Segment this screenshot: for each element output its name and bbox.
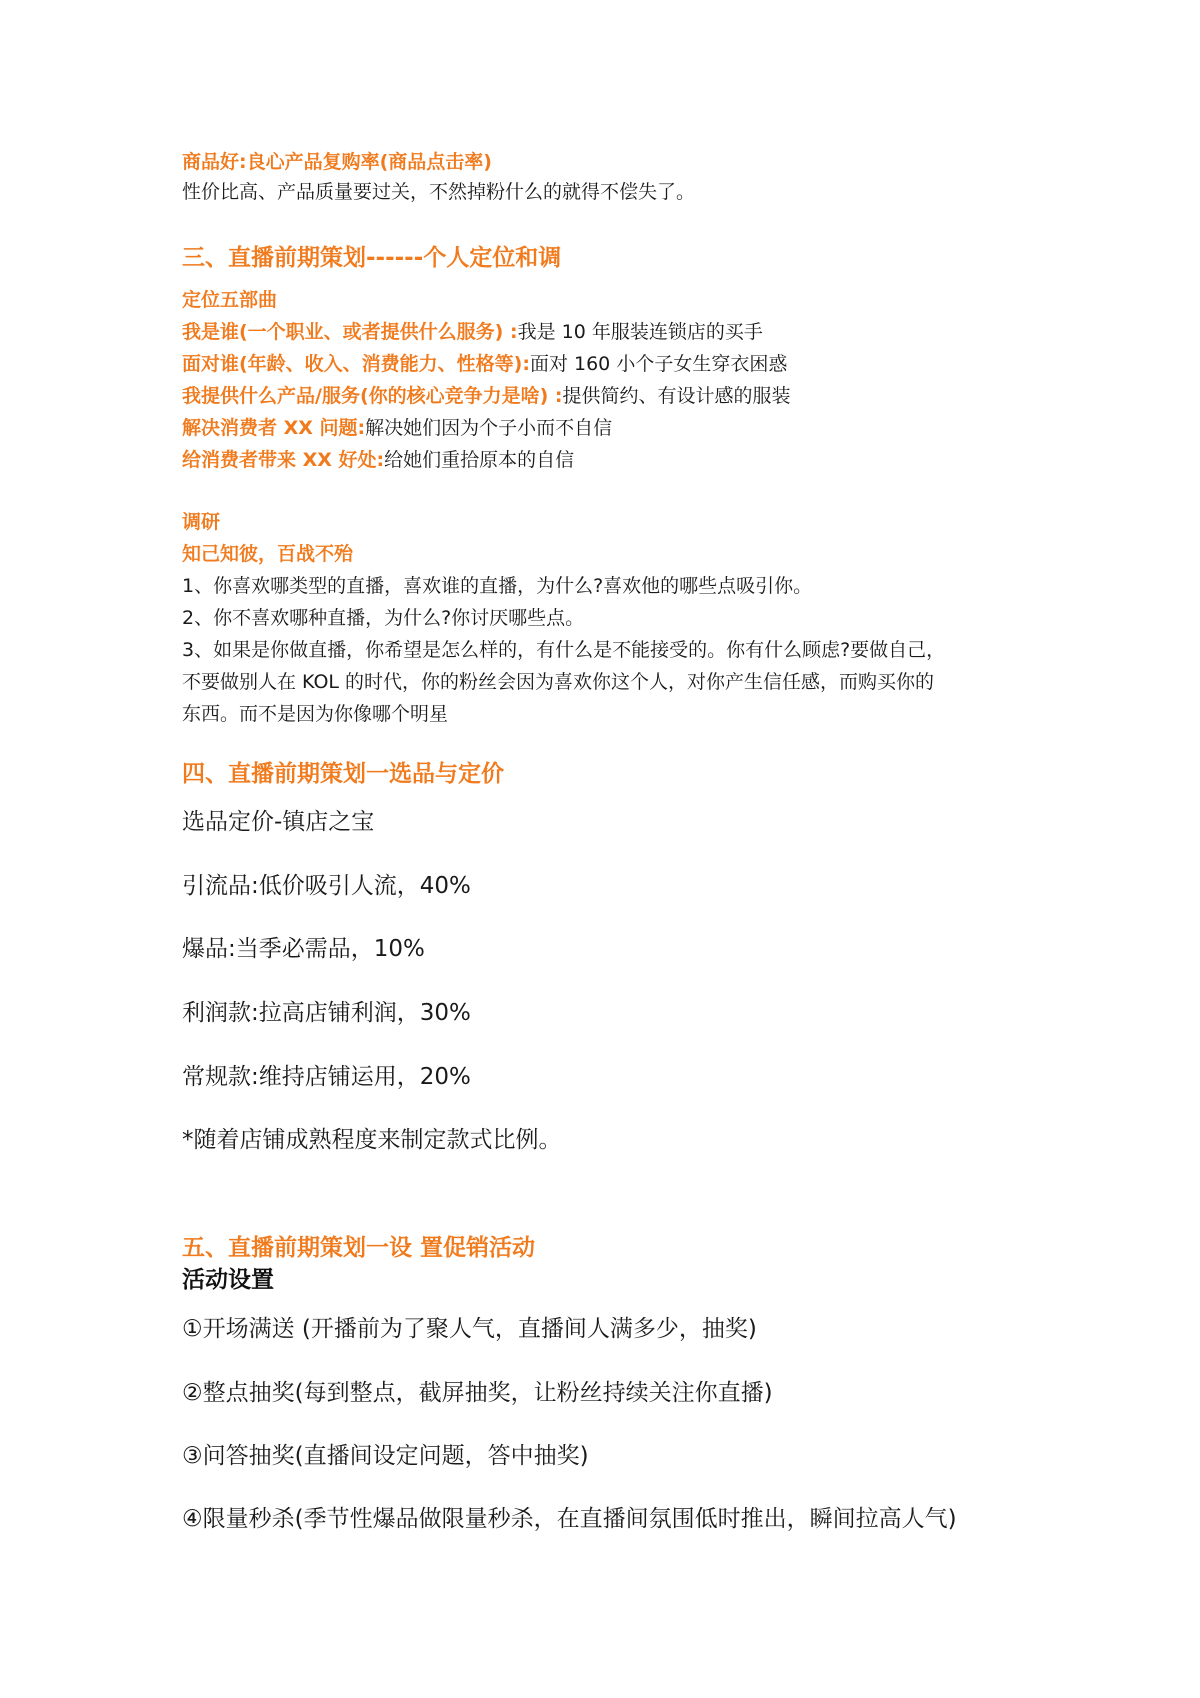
positioning-item <box>182 350 787 378</box>
research-question: 2、你不喜欢哪种直播，为什么?你讨厌哪些点。 <box>182 607 585 629</box>
positioning-item-text: 面对 160 小个子女生穿衣困惑 <box>529 353 788 375</box>
pricing-line: 引流品:低价吸引人流，40% <box>182 873 471 899</box>
pricing-line: 爆品:当季必需品，10% <box>182 936 425 962</box>
research-question: 3、如果是你做直播，你希望是怎么样的，有什么是不能接受的。你有什么顾虑?要做自己， <box>182 639 946 661</box>
pricing-line: 选品定价-镇店之宝 <box>182 809 375 835</box>
research-question: 不要做别人在 KOL 的时代，你的粉丝会因为喜欢你这个人，对你产生信任感，而购买你的 <box>182 671 935 693</box>
section-4-heading: 四、直播前期策划一选品与定价 <box>182 761 504 787</box>
positioning-item <box>182 446 574 474</box>
pricing-note: *随着店铺成熟程度来制定款式比例。 <box>182 1127 562 1153</box>
research-question: 1、你喜欢哪类型的直播，喜欢谁的直播，为什么?喜欢他的哪些点吸引你。 <box>182 575 813 597</box>
positioning-subheading: 定位五部曲 <box>182 289 278 311</box>
positioning-item <box>182 414 612 442</box>
positioning-item <box>182 318 763 346</box>
positioning-item-text: 给她们重拾原本的自信 <box>384 449 575 471</box>
section-5-heading: 五、直播前期策划一设 置促销活动 <box>182 1235 536 1261</box>
positioning-item-label: 我提供什么产品/服务(你的核心竞争力是啥) : <box>182 385 563 407</box>
positioning-item-label: 面对谁(年龄、收入、消费能力、性格等): <box>182 353 530 375</box>
product-quality-text: 性价比高、产品质量要过关，不然掉粉什么的就得不偿失了。 <box>182 181 696 203</box>
positioning-item-text: 我是 10 年服装连锁店的买手 <box>517 321 763 343</box>
activity-line: ②整点抽奖(每到整点，截屏抽奖，让粉丝持续关注你直播) <box>182 1380 773 1406</box>
section-3-heading: 三、直播前期策划------个人定位和调 <box>182 245 562 271</box>
product-quality-title: 商品好:良心产品复购率(商品点击率) <box>182 151 492 173</box>
positioning-item-label: 给消费者带来 XX 好处: <box>182 449 385 471</box>
positioning-item-text: 解决她们因为个子小而不自信 <box>365 417 613 439</box>
pricing-line: 常规款:维持店铺运用，20% <box>182 1064 471 1090</box>
positioning-item <box>182 382 791 410</box>
activity-line: ④限量秒杀(季节性爆品做限量秒杀，在直播间氛围低时推出，瞬间拉高人气) <box>182 1506 957 1532</box>
positioning-item-label: 解决消费者 XX 问题: <box>182 417 366 439</box>
positioning-item-text: 提供简约、有设计感的服装 <box>562 385 791 407</box>
research-subtitle: 知己知彼，百战不殆 <box>182 543 354 565</box>
research-title: 调研 <box>182 511 221 533</box>
activity-subheading: 活动设置 <box>182 1267 274 1293</box>
positioning-item-label: 我是谁(一个职业、或者提供什么服务) : <box>182 321 518 343</box>
pricing-line: 利润款:拉高店铺利润，30% <box>182 1000 471 1026</box>
research-question: 东西。而不是因为你像哪个明星 <box>182 703 449 725</box>
activity-line: ①开场满送 (开播前为了聚人气，直播间人满多少，抽奖) <box>182 1316 757 1342</box>
activity-line: ③问答抽奖(直播间设定问题，答中抽奖) <box>182 1443 589 1469</box>
